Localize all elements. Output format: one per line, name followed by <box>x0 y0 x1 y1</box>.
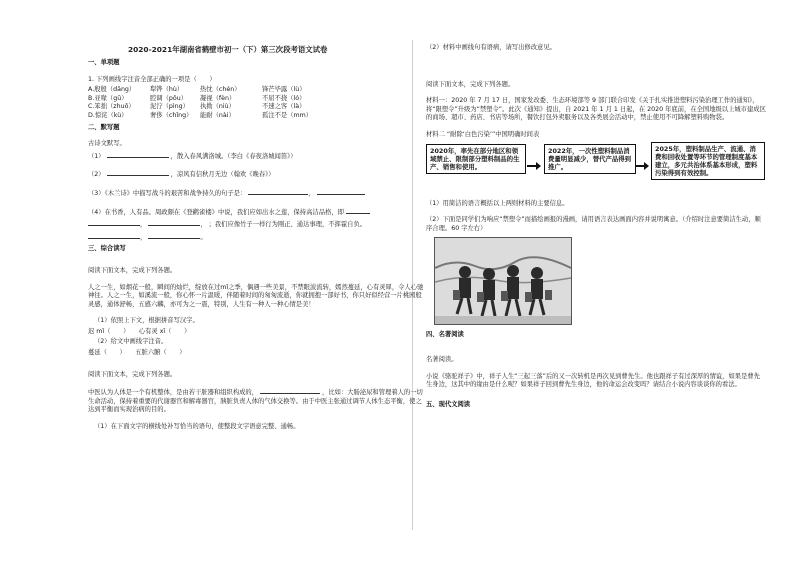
left-column <box>88 44 428 434</box>
q1-option-c <box>88 103 428 112</box>
line-text: （3）《木兰诗》中描写战斗的艰苦和战争持久的句子是： <box>88 189 247 197</box>
item-number: （1） <box>88 152 105 160</box>
q2-line-1 <box>88 151 428 162</box>
q2-line-2 <box>88 169 428 180</box>
answer-blank[interactable] <box>248 188 308 195</box>
option-text: 凝视（fèn） <box>200 94 236 102</box>
timeline-flowchart <box>426 142 766 196</box>
arrow-right-icon <box>635 162 649 170</box>
passage-text: 中医认为人体是一个有机整体，是由若干脏器和组织构成的， <box>88 389 259 397</box>
answer-blank[interactable] <box>88 219 140 226</box>
q2-line-3: （3）《木兰诗》中描写战斗的艰苦和战争持久的句子是： ， <box>88 188 428 199</box>
section-heading-4: 四、名著阅读 <box>426 331 464 339</box>
q2-line-4c: ， 。 <box>88 232 428 243</box>
option-text: 能耐（nài） <box>200 111 235 119</box>
q3-intro-2: 阅读下面文本，完成下列各题。 <box>88 370 177 378</box>
right-column <box>426 44 766 411</box>
option-text: 热忱（chén） <box>200 86 241 94</box>
section-heading-2: 二、默写题 <box>88 123 120 131</box>
answer-blank[interactable] <box>148 232 200 239</box>
option-text: 孤注不是（mm） <box>262 111 313 119</box>
q3-sub-1-items: 迟 mǐ（ ） 心有灵 xī（ ） <box>88 327 191 335</box>
r-intro: 阅读下面文本，完成下列各题。 <box>426 80 515 88</box>
option-text: 锋芒毕露（lù） <box>262 86 306 94</box>
line-text: ；我们应像竹子一样行为刚正、通达事理，不挥霍自负。 <box>208 221 367 229</box>
q2-intro: 古诗文默写。 <box>88 140 126 148</box>
answer-blank[interactable] <box>317 188 365 195</box>
option-text: 泥泞（pìng） <box>150 103 189 111</box>
r-material-1: 材料一：2020 年 7 月 17 日，国家发改委、生态环境部等 9 部门联合印发《关于扎实推进塑料污染治理工作的通知》，将“限塑令”升级为“禁塑令”。此次《通知》提出，自 2021 年 1 月 1 日起，在 2020 年底前，在全国地级以上城市建成区的商场、超市、药店、书店等场所，餐饮打包外卖服务以及各类展会活动中，禁止使用不可降解塑料购物袋。 <box>426 97 766 122</box>
q3-sub-2-items: 蔓延（ ） 五脏六腑（ ） <box>88 349 186 357</box>
answer-blank[interactable] <box>107 151 169 158</box>
line-text: ，凉风有信秋月无边（翰欢《晚春》） <box>170 171 275 179</box>
option-text: 执拗（niù） <box>200 103 235 111</box>
cartoon-drawing <box>435 238 571 324</box>
r-mingzhu-intro: 名著阅读。 <box>426 355 458 363</box>
q3-passage-2 <box>88 387 428 415</box>
q1-options <box>88 86 428 120</box>
arrow-right-icon <box>527 162 541 170</box>
section-heading-1: 一、单项题 <box>88 59 120 66</box>
r-sub-1: （1）用简洁的语言概括以上两则材料的主要信息。 <box>426 199 569 207</box>
cartoon-illustration <box>434 237 572 325</box>
exam-title: 2020-2021年湖南省鹤壁市初一（下）第三次段考语文试卷 <box>128 45 328 54</box>
q3-intro: 阅读下面文本，完成下列各题。 <box>88 266 177 274</box>
line-text: ，散入春风满洛城。（李白《春夜洛城闻笛》） <box>170 152 297 160</box>
q3-sub-3: （1）在下面文字的横线处补写恰当的语句，使整段文字语意完整、通畅。 <box>94 423 300 431</box>
r-top-item: （2）材料中画线句有语病，请写出修改意见。 <box>426 44 556 51</box>
answer-blank[interactable] <box>148 219 200 226</box>
answer-blank[interactable] <box>107 169 169 176</box>
option-text: 不速之客（là） <box>262 103 306 111</box>
q2-line-4b: ， ， ；我们应像竹子一样行为刚正、通达事理，不挥霍自负。 <box>88 219 428 230</box>
section-heading-3: 三、综合读写 <box>88 245 126 253</box>
passage-text: ，比如：大肠泌尿和管理着人的一切生命活动，保持着重要的代谢器官和解毒器官，胰脏负责人体的气体交换等。由于中医主张通过调节人体生态平衡，使之达到平衡而实现治病的目的。 <box>88 389 423 414</box>
q3-sub-2: （2）给文中画线字注音。 <box>94 338 168 346</box>
q2-line-4 <box>88 207 428 218</box>
answer-blank[interactable] <box>88 232 140 239</box>
option-text: 奢侈（chǐng） <box>150 111 193 119</box>
q1-option-d <box>88 112 428 121</box>
q1-stem: 1. 下列画线字注音全部正确的一项是（ ） <box>88 75 216 83</box>
option-text: A.殷殷（dāng） <box>88 86 136 94</box>
timeline-box-2020: 2020年，率先在部分地区和领域禁止、限制部分塑料制品的生产、销售和使用。 <box>426 144 526 175</box>
section-heading-5: 五、现代文阅读 <box>426 400 471 408</box>
timeline-box-2025: 2025年，塑料制品生产、流通、消费和回收处置等环节的管理制度基本建立，多元共治体系基本形成，塑料污染得到有效控制。 <box>651 142 765 181</box>
r-mingzhu-question: 小说《骆驼祥子》中，祥子人生“三起三落”后的又一次转机是再次见到曹先生。他也跟祥子有过深厚的情谊，如果是曹先生身边，这其中的缘由是什么呢？如果祥子回到曹先生身边，他的命运会改变吗？请结合小说内容谈谈你的看法。 <box>426 372 760 389</box>
option-text: D.惊诧（kù） <box>88 111 128 119</box>
q1-option-b <box>88 95 428 104</box>
q3-passage-1: 人之一生，如烟花一般，瞬间的灿烂，绽放在过mǐ之季，偶遇一些美景，不禁眼波流转，嫣然蔓延，心有灵犀，令人心驰神往。人之一生，如溪流一般，你心怀一片温暖，伴随着时间的匆匆流逝，你就拥抱一部好书，你只好似经营一片桃园般灵感，通体舒畅，五感六麟，亦可为之一震，特别，人生有一种人一种心情是美！ <box>88 283 424 308</box>
option-text: 犁铧（hù） <box>150 86 184 94</box>
q3-sub-1: （1）依照上下文，根据拼音写汉字。 <box>94 317 199 325</box>
option-text: B.亚喙（gū） <box>88 94 128 102</box>
answer-blank[interactable] <box>346 207 370 214</box>
option-text: 腔调（pǒu） <box>150 94 188 102</box>
option-text: 不屈不挠（ló） <box>262 94 306 102</box>
r-material-2: 材料二 “耐除‘白色污染’”中国明确时间表 <box>426 130 540 138</box>
option-text: C.笨拙（zhuō） <box>88 103 135 111</box>
item-number: （2） <box>88 171 105 179</box>
q1-option-a <box>88 86 428 95</box>
answer-blank[interactable] <box>260 387 320 394</box>
timeline-box-2022: 2022年，一次性塑料制品消费量明显减少，替代产品得到推广。 <box>544 144 636 175</box>
r-sub-2: （2）下面是同学们为响应“禁塑令”而描绘画报的漫画，请用语言表达画面内容并说明寓意。（介绍时注意要简洁生动，顺序合理。60 字左右） <box>426 216 761 232</box>
line-text: （4）在书香，人有品。周政颇在《登鹳雀楼》中说，我们应如出水之莲，保持高洁品格，即 <box>88 208 344 216</box>
